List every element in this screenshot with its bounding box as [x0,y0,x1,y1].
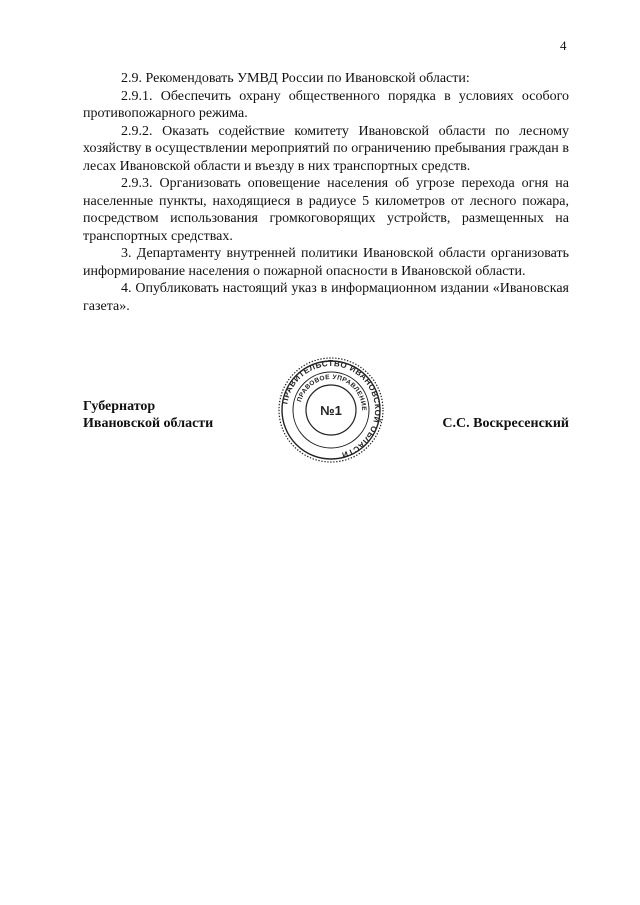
seal-image [276,355,386,465]
seal-outer-text: ПРАВИТЕЛЬСТВО ИВАНОВСКОЙ ОБЛАСТИ [280,358,383,460]
paragraph-2-9-1: 2.9.1. Обеспечить охрану общественного порядка в условиях особого противопожарного режима. [83,88,569,121]
signatory-title-line-2: Ивановской области [83,416,214,431]
paragraph-2-9-2: 2.9.2. Оказать содействие комитету Ивановской области по лесному хозяйству в осуществлении мероприятий по ограничению пребывания граждан в лесах Ивановской области и въезду в них транспортных средств. [83,123,569,174]
signatory-title-line-1: Губернатор [83,399,156,414]
signatory-title [83,398,213,432]
official-seal [276,355,386,465]
seal-inner-text: ПРАВОВОЕ УПРАВЛЕНИЕ [296,373,368,412]
paragraph-3: 3. Департаменту внутренней политики Ивановской области организовать информирование населения о пожарной опасности в Ивановской области. [83,246,569,279]
paragraph-2-9-3: 2.9.3. Организовать оповещение населения об угрозе перехода огня на населенные пункты, находящиеся в радиусе 5 километров от лесного пожара, посредством использования громкоговорящих устройств, размещенных на транспортных средствах. [83,176,569,244]
paragraph-2-9: 2.9. Рекомендовать УМВД России по Ивановской области: [121,71,470,86]
paragraph-4: 4. Опубликовать настоящий указ в информационном издании «Ивановская газета». [83,281,569,314]
document-body [83,70,569,315]
signatory-name: С.С. Воскресенский [442,416,569,431]
page-number: 4 [560,38,567,53]
seal-number: №1 [320,403,342,418]
